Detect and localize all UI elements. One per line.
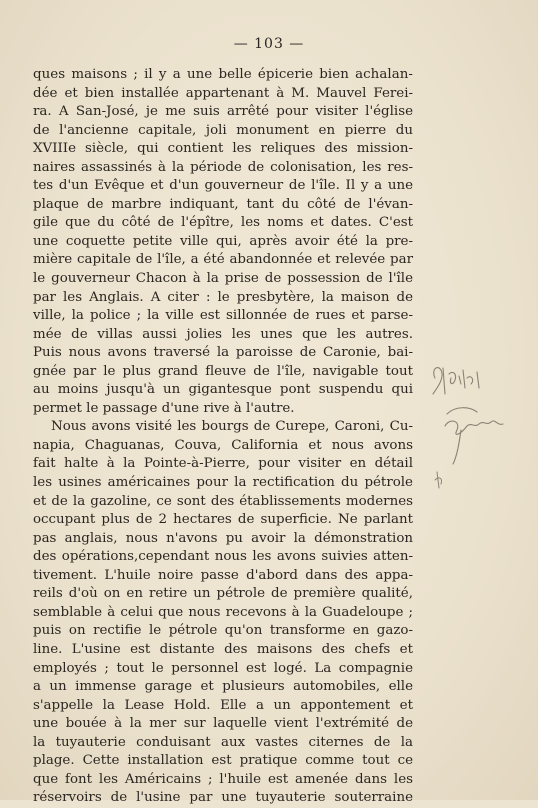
text-line: mée de villas aussi jolies les unes que les autres. [33, 326, 413, 342]
text-line: mière capitale de l'île, a été abandonnée et relevée par [33, 252, 413, 268]
text-line: puis on rectifie le pétrole qu'on transforme en gazo- [33, 623, 413, 639]
text-line: que font les Américains ; l'huile est amenée dans les [33, 771, 413, 787]
text-line: s'appelle la Lease Hold. Elle a un appontement et [33, 697, 413, 713]
text-line: ville, la police ; la ville est sillonnée de rues et parse- [33, 308, 413, 324]
text-line: plaque de marbre indiquant, tant du côté de l'évan- [33, 196, 413, 212]
handwritten-margin-note [427, 360, 517, 510]
text-line: plage. Cette installation est pratique comme tout ce [33, 753, 413, 769]
text-line: dée et bien installée appartenant à M. Mauvel Ferei- [33, 85, 413, 101]
text-line: gile que du côté de l'épître, les noms et dates. C'est [33, 215, 413, 231]
text-line: a un immense garage et plusieurs automobiles, elle [33, 679, 413, 695]
text-line: par les Anglais. A citer : le presbytère, la maison de [33, 289, 413, 305]
text-line: semblable à celui que nous recevons à la Guadeloupe ; [33, 604, 413, 620]
text-line: des opérations,cependant nous les avons suivies atten- [33, 549, 413, 565]
text-line: et de la gazoline, ce sont des établissements modernes [33, 493, 413, 509]
page-number: — 103 — [233, 36, 305, 52]
text-line: Nous avons visité les bourgs de Curepe, Caroni, Cu- [51, 419, 413, 435]
text-line: les usines américaines pour la rectification du pétrole [33, 475, 413, 491]
text-line: la tuyauterie conduisant aux vastes citernes de la [33, 734, 413, 750]
text-line: une coquette petite ville qui, après avoir été la pre- [33, 233, 413, 249]
text-line: ra. A San-José, je me suis arrêté pour visiter l'église [33, 104, 413, 120]
text-line: fait halte à la Pointe-à-Pierre, pour visiter en détail [33, 456, 413, 472]
text-line: permet le passage d'une rive à l'autre. [33, 400, 295, 416]
text-line: de l'ancienne capitale, joli monument en pierre du [33, 122, 413, 138]
text-line: naires assassinés à la période de colonisation, les res- [33, 159, 413, 175]
text-line: occupant plus de 2 hectares de superficie. Ne parlant [33, 512, 413, 528]
text-line: tivement. L'huile noire passe d'abord dans des appa- [33, 567, 413, 583]
text-line: employés ; tout le personnel est logé. La compagnie [33, 660, 413, 676]
text-line: une bouée à la mer sur laquelle vient l'extrémité de [33, 716, 413, 732]
text-line: Puis nous avons traversé la paroisse de Caronie, bai- [33, 345, 413, 361]
text-line: au moins jusqu'à un gigantesque pont suspendu qui [33, 382, 413, 398]
text-line: XVIIIe siècle, qui contient les reliques des mission- [33, 141, 413, 157]
text-line: pas anglais, nous n'avons pu avoir la démonstration [33, 530, 413, 546]
handwriting-scribble-icon [427, 360, 517, 510]
text-line: réservoirs de l'usine par une tuyauterie souterraine [33, 790, 413, 806]
text-line: tes d'un Evêque et d'un gouverneur de l'île. Il y a une [33, 178, 413, 194]
text-line: line. L'usine est distante des maisons des chefs et [33, 641, 413, 657]
text-line: ques maisons ; il y a une belle épicerie bien achalan- [33, 67, 413, 82]
body-text [33, 66, 413, 808]
text-line: napia, Chaguanas, Couva, California et nous avons [33, 437, 413, 453]
text-line: le gouverneur Chacon à la prise de possession de l'île [33, 271, 413, 287]
text-line: gnée par le plus grand fleuve de l'île, navigable tout [33, 363, 413, 379]
text-line: reils d'où on en retire un pétrole de première qualité, [33, 586, 413, 602]
